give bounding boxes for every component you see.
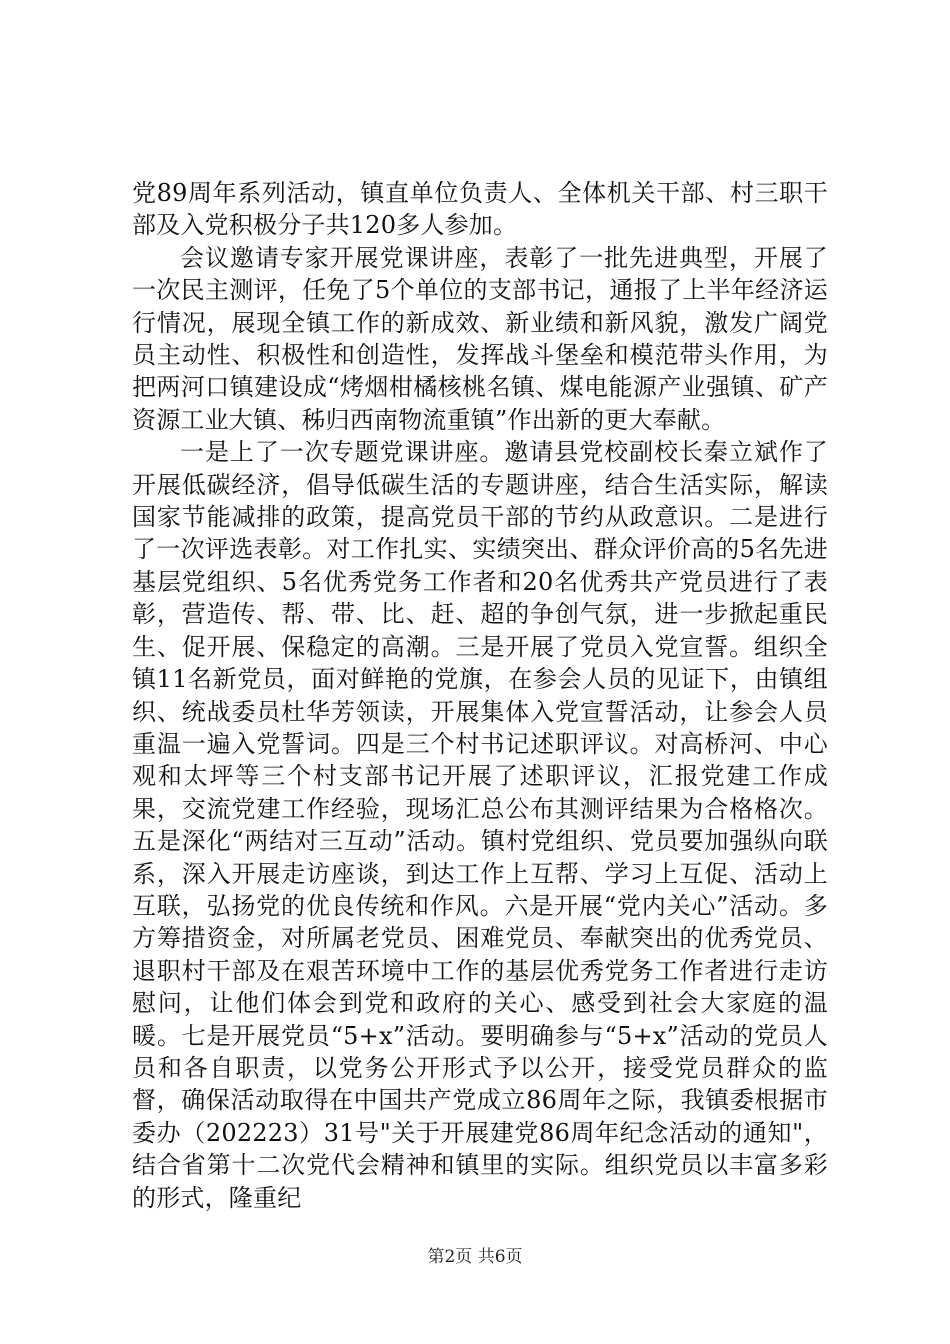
paragraph-2: 会议邀请专家开展党课讲座，表彰了一批先进典型，开展了一次民主测评，任免了5个单位的支部书记，通报了上半年经济运行情况，展现全镇工作的新成效、新业绩和新风貌，激发广阔党员主动性、积极性和创造性，发挥战斗堡垒和模范带头作用，为把两河口镇建设成“烤烟柑橘核桃名镇、煤电能源产业强镇、矿产资源工业大镇、秭归西南物流重镇”作出新的更大奉献。	[132, 243, 828, 434]
page-number-footer: 第2页 共6页	[427, 1247, 523, 1267]
paragraph-3: 一是上了一次专题党课讲座。邀请县党校副校长秦立斌作了开展低碳经济，倡导低碳生活的专题讲座，结合生活实际，解读国家节能减排的政策，提高党员干部的节约从政意识。二是进行了一次评选表彰。对工作扎实、实绩突出、群众评价高的5名先进基层党组织、5名优秀党务工作者和20名优秀共产党员进行了表彰，营造传、帮、带、比、赶、超的争创气氛，进一步掀起重民生、促开展、保稳定的高潮。三是开展了党员入党宣誓。组织全镇11名新党员，面对鲜艳的党旗，在参会人员的见证下，由镇组织、统战委员杜华芳领读，开展集体入党宣誓活动，让参会人员重温一遍入党誓词。四是三个村书记述职评议。对高桥河、中心观和太坪等三个村支部书记开展了述职评议，汇报党建工作成果，交流党建工作经验，现场汇总公布其测评结果为合格格次。五是深化“两结对三互动”活动。镇村党组织、党员要加强纵向联系，深入开展走访座谈，到达工作上互帮、学习上互促、活动上互联，弘扬党的优良传统和作风。六是开展“党内关心”活动。多方筹措资金，对所属老党员、困难党员、奉献突出的优秀党员、退职村干部及在艰苦环境中工作的基层优秀党务工作者进行走访慰问，让他们体会到党和政府的关心、感受到社会大家庭的温暖。七是开展党员“5+x”活动。要明确参与“5+x”活动的党员人员和各自职责，以党务公开形式予以公开，接受党员群众的监督，确保活动取得在中国共产党成立86周年之际，我镇委根据市委办（202223）31号"关于开展建党86周年纪念活动的通知"，结合省第十二次党代会精神和镇里的实际。组织党员以丰富多彩的形式，隆重纪	[132, 438, 828, 1212]
paragraph-1: 党89周年系列活动，镇直单位负责人、全体机关干部、村三职干部及入党积极分子共120多人参加。	[132, 179, 828, 240]
document-body	[132, 177, 828, 1214]
